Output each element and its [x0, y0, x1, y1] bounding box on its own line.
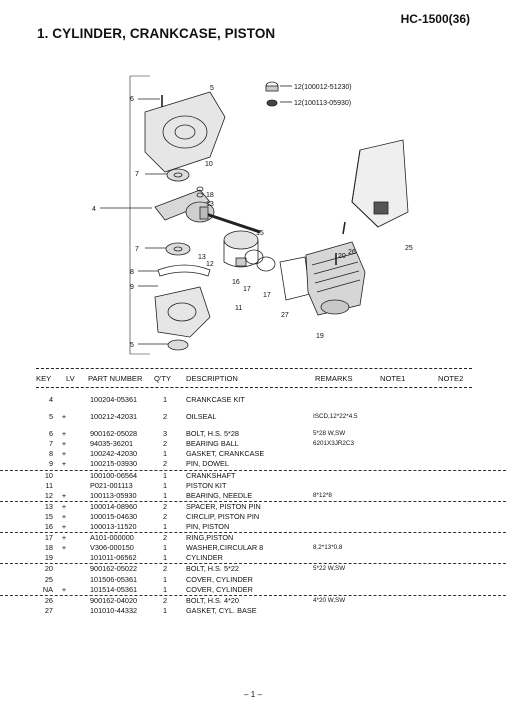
- part-remarks: 4*20 W,SW: [313, 596, 346, 604]
- part-description: CRANKCASE KIT: [186, 395, 245, 404]
- part-description: BOLT, H.S. 5*22: [186, 564, 239, 574]
- part-remarks: ISCD,12*22*4.5: [313, 413, 358, 421]
- col-key: KEY: [36, 374, 52, 383]
- part-quantity: 2: [162, 439, 168, 449]
- exploded-parts-diagram: [60, 62, 460, 362]
- part-remarks: 5*28 W,SW: [313, 430, 346, 438]
- col-lv: LV: [66, 374, 75, 383]
- part-remarks: 8.2*13*0.8: [313, 544, 343, 552]
- part-key: 19: [44, 553, 53, 563]
- part-number: 101011-06562: [90, 553, 137, 563]
- svg-text:17: 17: [263, 292, 271, 299]
- table-row: [0, 606, 506, 616]
- svg-text:12: 12: [206, 261, 214, 268]
- part-level: +: [61, 429, 67, 439]
- part-description: GASKET, CRANKCASE: [186, 449, 265, 459]
- part-number: 900162-04020: [90, 595, 138, 605]
- part-number: 94035-36201: [90, 439, 134, 449]
- svg-text:17: 17: [243, 286, 251, 293]
- table-row: [0, 449, 506, 459]
- part-quantity: 1: [162, 470, 168, 480]
- part-key: 16: [44, 522, 53, 532]
- table-row: [0, 585, 506, 596]
- part-quantity: 1: [162, 543, 168, 553]
- part-number: 100242-42030: [90, 449, 138, 459]
- col-part-number: PART NUMBER: [88, 374, 143, 383]
- part-number: 100015-04630: [90, 511, 138, 521]
- col-qty: Q'TY: [154, 374, 172, 383]
- part-level: +: [61, 533, 67, 543]
- part-level: +: [61, 412, 67, 422]
- table-row: [0, 533, 506, 543]
- part-description: SPACER, PISTON PIN: [186, 501, 261, 511]
- part-quantity: 1: [162, 605, 168, 615]
- table-header: [0, 374, 506, 386]
- part-key: NA: [42, 584, 53, 594]
- part-key: 20: [44, 564, 53, 574]
- part-key: 26: [44, 595, 53, 605]
- part-remarks: 5*22 W,SW: [313, 565, 346, 573]
- part-key: 6: [48, 429, 53, 439]
- header-rule-bottom: [36, 387, 472, 388]
- part-number: 100113-05930: [90, 490, 137, 500]
- part-number: 900162-05022: [90, 564, 138, 574]
- col-description: DESCRIPTION: [186, 374, 238, 383]
- table-row: [0, 543, 506, 553]
- part-level: +: [61, 501, 67, 511]
- table-row: [0, 439, 506, 449]
- svg-text:10: 10: [205, 161, 213, 168]
- part-key: 8: [48, 449, 53, 459]
- part-key: 15: [44, 511, 53, 521]
- part-description: CRANKSHAFT: [186, 470, 236, 480]
- part-quantity: 1: [162, 553, 168, 563]
- svg-text:8: 8: [130, 269, 134, 276]
- svg-text:11: 11: [235, 305, 243, 312]
- part-key: 17: [44, 533, 53, 543]
- svg-text:4: 4: [92, 206, 96, 213]
- svg-text:15: 15: [256, 230, 264, 237]
- table-row: [0, 481, 506, 491]
- part-key: 9: [48, 459, 53, 469]
- part-quantity: 1: [162, 490, 168, 500]
- col-note1: NOTE1: [380, 374, 406, 383]
- part-key: 25: [44, 574, 53, 584]
- part-level: +: [61, 439, 67, 449]
- svg-text:9: 9: [130, 284, 134, 291]
- part-number: A101-000000: [90, 533, 134, 543]
- page-number: – 1 –: [244, 690, 262, 699]
- part-description: BOLT, H.S. 4*20: [186, 595, 239, 605]
- part-remarks: 6201X3JR2C3: [313, 440, 354, 448]
- svg-text:18: 18: [206, 192, 214, 199]
- part-number: 100204-05361: [90, 395, 138, 404]
- table-row: [0, 522, 506, 533]
- col-remarks: REMARKS: [315, 374, 353, 383]
- svg-text:5: 5: [210, 85, 214, 92]
- table-row: [0, 471, 506, 481]
- part-number: P021-001113: [90, 480, 133, 490]
- svg-text:7: 7: [135, 246, 139, 253]
- part-description: CYLINDER: [186, 553, 223, 563]
- part-number: 100013-11520: [90, 522, 137, 532]
- part-key: 5: [48, 412, 53, 422]
- part-remarks: 8*12*8: [313, 491, 332, 499]
- svg-text:26: 26: [348, 249, 356, 256]
- svg-text:5: 5: [130, 342, 134, 349]
- part-key: 4: [48, 395, 53, 404]
- part-quantity: 2: [162, 511, 168, 521]
- part-number: 101514-05361: [90, 584, 138, 594]
- part-description: COVER, CYLINDER: [186, 584, 253, 594]
- part-number: 900162-05028: [90, 429, 138, 439]
- part-quantity: 1: [162, 395, 168, 404]
- table-row: [0, 459, 506, 470]
- note-callout-1: 12(100012-51230): [294, 84, 352, 91]
- part-number: V306-000150: [90, 543, 134, 553]
- part-key: 12: [44, 490, 53, 500]
- part-key: 13: [44, 501, 53, 511]
- table-row: [0, 553, 506, 564]
- part-quantity: 2: [162, 501, 168, 511]
- part-level: +: [61, 522, 67, 532]
- part-level: +: [61, 543, 67, 553]
- part-quantity: 1: [162, 449, 168, 459]
- table-row: [0, 575, 506, 585]
- col-note2: NOTE2: [438, 374, 464, 383]
- svg-text:27: 27: [281, 312, 289, 319]
- svg-text:7: 7: [135, 171, 139, 178]
- part-quantity: 1: [162, 584, 168, 594]
- part-description: BEARING BALL: [186, 439, 239, 449]
- page-title: 1. CYLINDER, CRANKCASE, PISTON: [37, 26, 276, 41]
- part-description: RING,PISTON: [186, 533, 234, 543]
- table-row: [0, 395, 506, 405]
- svg-text:20: 20: [338, 253, 346, 260]
- part-description: BEARING, NEEDLE: [186, 490, 253, 500]
- part-level: +: [61, 459, 67, 469]
- part-quantity: 2: [162, 412, 168, 422]
- part-description: GASKET, CYL. BASE: [186, 605, 257, 615]
- table-row: [0, 502, 506, 512]
- part-number: 101010-44332: [90, 605, 138, 615]
- part-description: BOLT, H.S. 5*28: [186, 429, 239, 439]
- header-rule-top: [36, 368, 472, 369]
- part-level: +: [61, 449, 67, 459]
- svg-text:13: 13: [206, 201, 214, 208]
- part-number: 100014-08960: [90, 501, 138, 511]
- table-row: [0, 564, 506, 574]
- part-description: PIN, PISTON: [186, 522, 230, 532]
- part-level: +: [61, 584, 67, 594]
- part-quantity: 2: [162, 564, 168, 574]
- part-description: WASHER,CIRCULAR 8: [186, 543, 264, 553]
- svg-text:16: 16: [232, 279, 240, 286]
- svg-text:13: 13: [198, 254, 206, 261]
- part-level: +: [61, 511, 67, 521]
- svg-text:25: 25: [405, 245, 413, 252]
- table-row: [0, 512, 506, 522]
- table-row: [0, 429, 506, 439]
- part-quantity: 1: [162, 480, 168, 490]
- part-quantity: 2: [162, 459, 168, 469]
- part-key: 18: [44, 543, 53, 553]
- svg-text:19: 19: [316, 333, 324, 340]
- svg-text:6: 6: [130, 96, 134, 103]
- part-key: 7: [48, 439, 53, 449]
- part-quantity: 1: [162, 522, 168, 532]
- part-quantity: 2: [162, 533, 168, 543]
- table-row: [0, 412, 506, 422]
- table-row: [0, 596, 506, 606]
- part-number: 101506-05361: [90, 574, 138, 584]
- part-description: PIN, DOWEL: [186, 459, 229, 469]
- part-description: COVER, CYLINDER: [186, 574, 253, 584]
- part-key: 10: [44, 470, 53, 480]
- part-key: 11: [45, 480, 53, 490]
- parts-table-body: [0, 395, 506, 616]
- model-code: HC-1500(36): [400, 12, 470, 26]
- table-row: [0, 491, 506, 502]
- part-quantity: 3: [162, 429, 168, 439]
- part-description: OILSEAL: [186, 412, 217, 422]
- note-callout-2: 12(100113-05930): [294, 100, 352, 107]
- part-number: 100100-06564: [90, 470, 138, 480]
- part-key: 27: [44, 605, 53, 615]
- part-quantity: 1: [162, 574, 168, 584]
- part-number: 100215-03930: [90, 459, 138, 469]
- part-number: 100212-42031: [90, 412, 138, 422]
- part-description: PISTON KIT: [186, 480, 227, 490]
- part-description: CIRCLIP, PISTON PIN: [186, 511, 260, 521]
- part-level: +: [61, 490, 67, 500]
- part-quantity: 2: [162, 595, 168, 605]
